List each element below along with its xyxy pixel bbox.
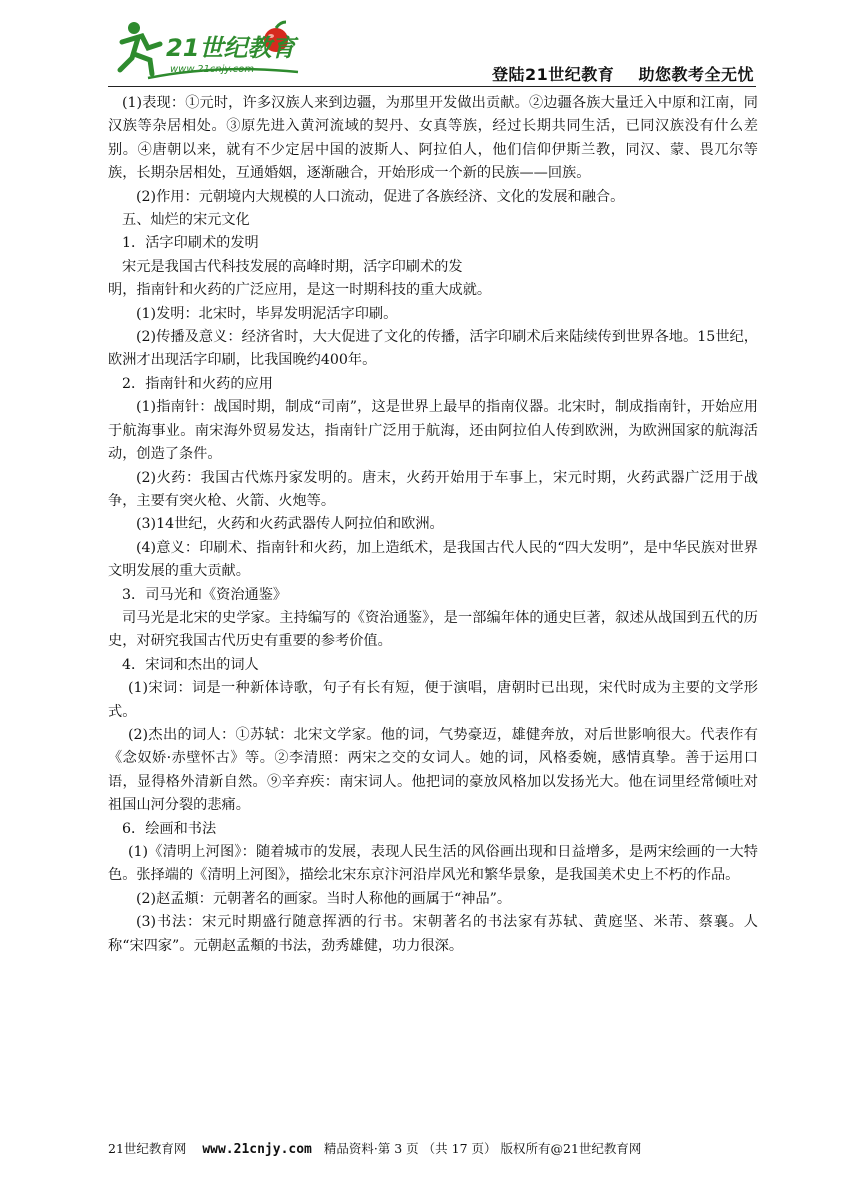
paragraph: (1)表现：①元时，许多汉族人来到边疆，为那里开发做出贡献。②边疆各族大量迁入中原和江南，同汉族等杂居相处。③原先进入黄河流域的契丹、女真等族，经过长期共同生活，已同汉族没有什么差别。④唐朝以来，就有不少定居中国的波斯人、阿拉伯人，他们信仰伊斯兰教，同汉、蒙、畏兀尔等族，长期杂居相处，互通婚姻，逐渐融合，开始形成一个新的民族——回族。 bbox=[108, 95, 758, 182]
svg-text:www.21cnjy.com: www.21cnjy.com bbox=[170, 64, 255, 75]
paragraph: (2)杰出的词人：①苏轼：北宋文学家。他的词，气势豪迈，雄健奔放，对后世影响很大。代表作有《念奴娇·赤壁怀古》等。②李清照：两宋之交的女词人。她的词，风格委婉，感情真挚。善于运用口语，显得格外清新自然。⑨辛弃疾：南宋词人。他把词的豪放风格加以发扬光大。他在词里经常倾吐对祖国山河分裂的悲痛。 bbox=[108, 726, 758, 814]
paragraph: (2)赵孟頫：元朝著名的画家。当时人称他的画属于“神品”。 bbox=[136, 890, 512, 907]
paragraph: 6．绘画和书法 bbox=[122, 820, 217, 837]
svg-text:21世纪教育: 21世纪教育 bbox=[166, 34, 296, 62]
paragraph: 五、灿烂的宋元文化 bbox=[122, 212, 250, 229]
paragraph: 3．司马光和《资治通鉴》 bbox=[122, 586, 288, 603]
document-body bbox=[108, 92, 758, 958]
page-header bbox=[108, 14, 756, 86]
paragraph: (2)传播及意义：经济省时，大大促进了文化的传播，活字印刷术后来陆续传到世界各地。15世纪，欧洲才出现活字印刷，比我国晚约400年。 bbox=[108, 329, 758, 369]
paragraph: (1)指南针：战国时期，制成“司南”，这是世界上最早的指南仪器。北宋时，制成指南针，开始应用于航海事业。南宋海外贸易发达，指南针广泛用于航海，还由阿拉伯人传到欧洲，为欧洲国家的航海活动，创造了条件。 bbox=[108, 399, 758, 463]
paragraph: (3)14世纪，火药和火药武器传人阿拉伯和欧洲。 bbox=[136, 516, 444, 533]
paragraph: 1．活字印刷术的发明 bbox=[122, 235, 259, 252]
paragraph: (2)作用：元朝境内大规模的人口流动，促进了各族经济、文化的发展和融合。 bbox=[136, 188, 625, 205]
paragraph: (2)火药：我国古代炼丹家发明的。唐末，火药开始用于车事上，宋元时期，火药武器广泛用于战争，主要有突火枪、火箭、火炮等。 bbox=[108, 469, 758, 509]
header-divider bbox=[108, 86, 756, 87]
page-footer bbox=[108, 1139, 758, 1157]
paragraph: 4．宋词和杰出的词人 bbox=[122, 656, 259, 673]
paragraph: 宋元是我国古代科技发展的高峰时期，活字印刷术的发 bbox=[122, 258, 463, 275]
logo-21cnjy bbox=[108, 14, 308, 84]
paragraph: (1)《清明上河图》：随着城市的发展，表现人民生活的风俗画出现和日益增多，是两宋绘画的一大特色。张择端的《清明上河图》，描绘北宋东京汴河沿岸风光和繁华景象，是我国美术史上不朽的作品。 bbox=[108, 844, 758, 884]
paragraph: (1)宋词：词是一种新体诗歌，句子有长有短，便于演唱，唐朝时已出现，宋代时成为主要的文学形式。 bbox=[108, 680, 758, 720]
paragraph: 2．指南针和火药的应用 bbox=[122, 375, 273, 392]
footer-site-name: 21世纪教育网 bbox=[108, 1141, 187, 1156]
footer-url[interactable]: www.21cnjy.com bbox=[202, 1142, 312, 1157]
paragraph: (1)发明：北宋时，毕昇发明泥活字印刷。 bbox=[136, 305, 398, 322]
footer-page-info: 精品资料·第 3 页 （共 17 页） 版权所有@21世纪教育网 bbox=[323, 1141, 642, 1156]
header-slogan: 登陆21世纪教育 助您教考全无忧 bbox=[491, 65, 754, 84]
paragraph: 司马光是北宋的史学家。主持编写的《资治通鉴》，是一部编年体的通史巨著，叙述从战国到五代的历史，对研究我国古代历史有重要的参考价值。 bbox=[108, 609, 758, 650]
paragraph: (3)书法：宋元时期盛行随意挥洒的行书。宋朝著名的书法家有苏轼、黄庭坚、米芾、蔡襄。人称“宋四家”。元朝赵孟頫的书法，劲秀雄健，功力很深。 bbox=[108, 914, 758, 954]
paragraph: (4)意义：印刷术、指南针和火药，加上造纸术，是我国古代人民的“四大发明”，是中华民族对世界文明发展的重大贡献。 bbox=[108, 539, 758, 580]
paragraph: 明，指南针和火药的广泛应用，是这一时期科技的重大成就。 bbox=[108, 282, 492, 299]
